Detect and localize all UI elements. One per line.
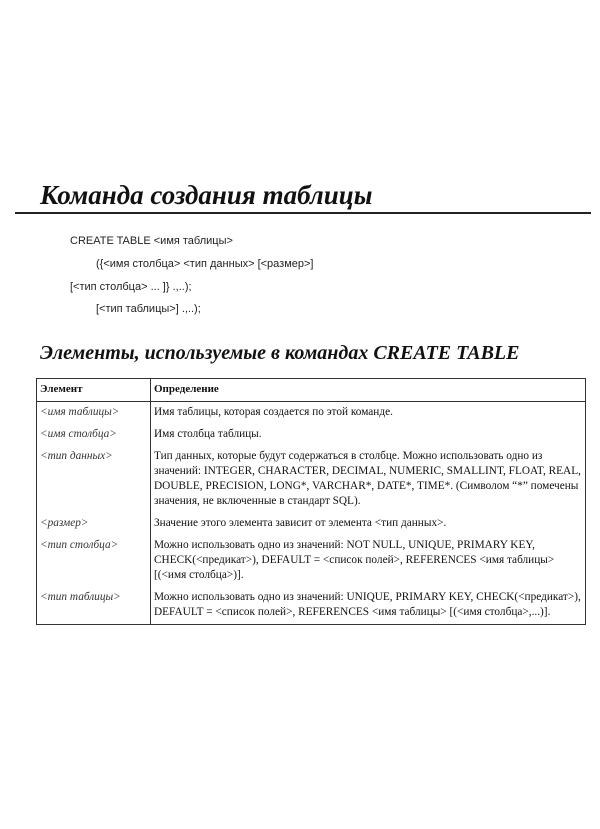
header-definition: Определение xyxy=(151,379,586,402)
table-row xyxy=(37,446,586,513)
table-row xyxy=(37,424,586,446)
table-row xyxy=(37,402,586,425)
syntax-line: [<тип столбца> ... ]} .,..); xyxy=(70,281,192,293)
element-cell: <тип таблицы> xyxy=(37,587,151,625)
syntax-line: ({<имя столбца> <тип данных> [<размер>] xyxy=(96,258,314,270)
elements-table xyxy=(36,378,586,625)
definition-cell: Имя столбца таблицы. xyxy=(154,428,262,440)
definition-cell: Значение этого элемента зависит от элемента <тип данных>. xyxy=(154,517,447,529)
syntax-line: [<тип таблицы>] .,..); xyxy=(96,303,201,315)
definition-cell: Можно использовать одно из значений: UNIQUE, PRIMARY KEY, CHECK(<предикат>), DEFAULT = <список полей>, REFERENCES <имя таблицы> [(<имя столбца>,...)]. xyxy=(154,591,581,618)
section-heading: Элементы, используемые в командах CREATE TABLE xyxy=(40,342,520,364)
element-cell: <имя столбца> xyxy=(37,424,151,446)
element-cell: <тип столбца> xyxy=(37,535,151,587)
table-header-row xyxy=(37,379,586,402)
definition-cell: Тип данных, которые будут содержаться в столбце. Можно использовать одно из значений: INTEGER, CHARACTER, DECIMAL, NUMERIC, SMALLINT, FLOAT, REAL, DOUBLE, PRECISION, LONG*, VARCHAR*, DATE*, TIME*. (Символом “*” помечены значения, не включенные в стандарт SQL). xyxy=(154,450,581,507)
table-row xyxy=(37,513,586,535)
page-title: Команда создания таблицы xyxy=(40,180,373,210)
definition-cell: Имя таблицы, которая создается по этой команде. xyxy=(154,406,393,418)
title-rule xyxy=(15,212,591,214)
element-cell: <имя таблицы> xyxy=(37,402,151,425)
syntax-line: CREATE TABLE <имя таблицы> xyxy=(70,235,233,247)
table-row xyxy=(37,535,586,587)
element-cell: <тип данных> xyxy=(37,446,151,513)
definition-cell: Можно использовать одно из значений: NOT NULL, UNIQUE, PRIMARY KEY, CHECK(<предикат>), DEFAULT = <список полей>, REFERENCES <имя таблицы> [(<имя столбца>)]. xyxy=(154,539,555,581)
table-row xyxy=(37,587,586,625)
header-element: Элемент xyxy=(37,379,151,402)
element-cell: <размер> xyxy=(37,513,151,535)
